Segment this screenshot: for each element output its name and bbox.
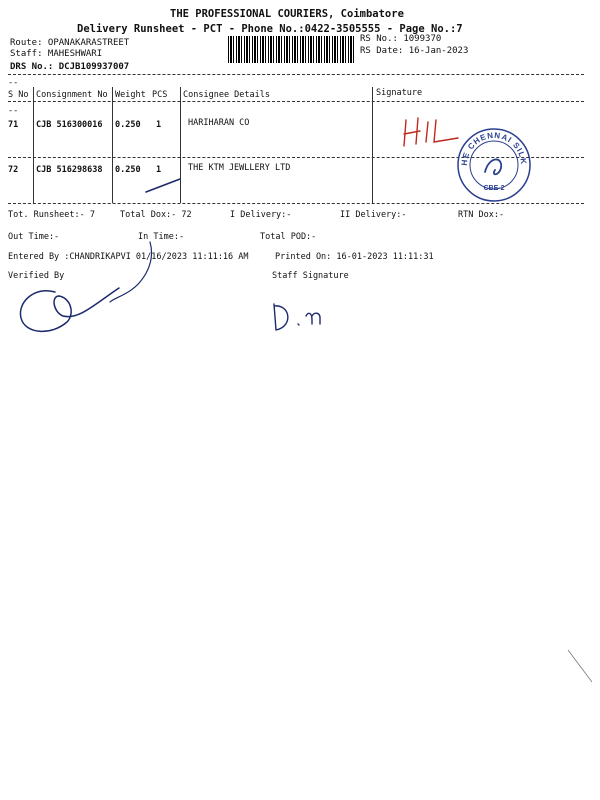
stamp-number: CBE-2 <box>483 185 505 192</box>
dash-mark: -- <box>8 78 19 88</box>
column-divider <box>112 87 113 203</box>
verifier-signature <box>15 282 125 340</box>
drs-number: DRS No.: DCJB109937007 <box>10 62 130 72</box>
table-row-pcs: 1 <box>156 120 162 130</box>
table-row-weight: 0.250 <box>115 165 141 175</box>
column-header-consignment: Consignment No <box>36 90 108 100</box>
pen-tick-mark <box>144 176 184 196</box>
column-divider <box>372 87 373 203</box>
rs-number: RS No.: 1099370 <box>360 34 442 44</box>
document-title: THE PROFESSIONAL COURIERS, Coimbatore <box>170 8 404 20</box>
divider-header <box>8 101 584 102</box>
table-row-sno: 72 <box>8 165 19 175</box>
total-pod: Total POD:- <box>260 232 317 242</box>
table-row-weight: 0.250 <box>115 120 141 130</box>
total-runsheet: Tot. Runsheet:- 7 <box>8 210 95 220</box>
table-row-pcs: 1 <box>156 165 162 175</box>
table-row-consignee: THE KTM JEWLLERY LTD <box>188 163 291 173</box>
total-dox: Total Dox:- 72 <box>120 210 192 220</box>
route-label: Route: OPANAKARASTREET <box>10 38 130 48</box>
printed-on: Printed On: 16-01-2023 11:11:31 <box>275 252 434 262</box>
rs-date: RS Date: 16-Jan-2023 <box>360 46 469 56</box>
column-header-sno: S No <box>8 90 29 100</box>
dash-mark: -- <box>8 106 19 116</box>
stamp-text: THE CHENNAI SILKS <box>451 119 529 166</box>
column-divider <box>33 87 34 203</box>
second-delivery: II Delivery:- <box>340 210 407 220</box>
table-row-consignment: CJB 516298638 <box>36 165 103 175</box>
table-row-consignee: HARIHARAN CO <box>188 118 250 128</box>
staff-label: Staff: MAHESHWARI <box>10 49 103 59</box>
first-delivery: I Delivery:- <box>230 210 292 220</box>
table-row-sno: 71 <box>8 120 19 130</box>
return-dox: RTN Dox:- <box>458 210 505 220</box>
chennai-silks-stamp <box>451 119 533 204</box>
table-row-consignment: CJB 516300016 <box>36 120 103 130</box>
in-time: In Time:- <box>138 232 185 242</box>
divider-top <box>8 74 584 75</box>
column-header-consignee: Consignee Details <box>183 90 270 100</box>
document-subtitle: Delivery Runsheet - PCT - Phone No.:0422-3505555 - Page No.:7 <box>77 23 463 35</box>
column-header-signature: Signature <box>376 88 423 98</box>
out-time: Out Time:- <box>8 232 60 242</box>
staff-signature <box>268 300 330 336</box>
barcode-image <box>228 36 355 63</box>
staff-signature-label: Staff Signature <box>272 271 349 281</box>
entered-by: Entered By :CHANDRIKAPVI 01/16/2023 11:11:16 AM <box>8 252 249 262</box>
column-header-weight: Weight <box>115 90 146 100</box>
column-header-pcs: PCS <box>152 90 168 100</box>
verified-by-label: Verified By <box>8 271 65 281</box>
scan-artifact <box>566 648 594 684</box>
